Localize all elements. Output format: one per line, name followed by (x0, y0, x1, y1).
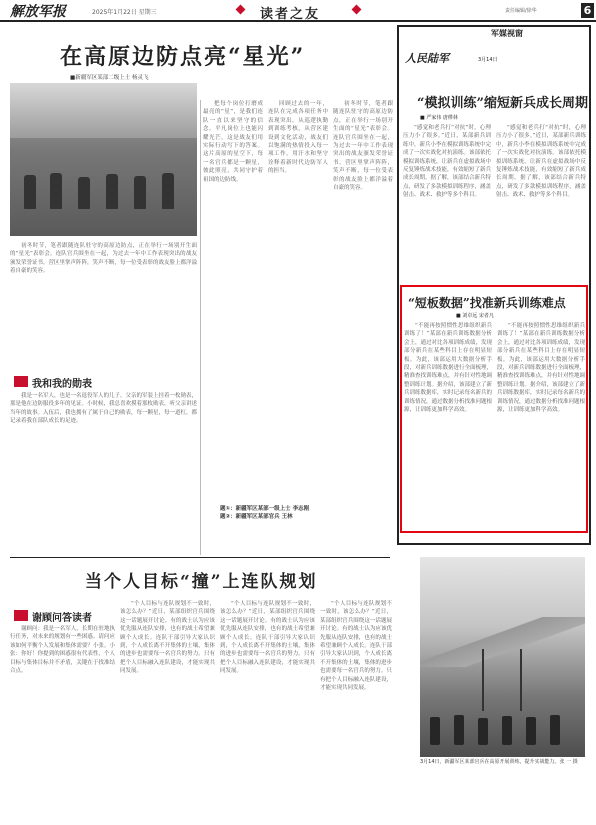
article-title: 当个人目标“撞”上连队规划 (85, 572, 318, 592)
article-column: 初冬时节，笔者跟随连队驻守的高原边防点，正在举行一场别开生面的“星光”表彰会。连队官兵围坐在一起，为过去一年中工作表现突出的战友颁发荣誉证书。营区里掌声阵阵，笑声不断，每一位受表彰的战友脸上都洋溢着自豪的笑容。 (333, 101, 393, 192)
soldier-figure (134, 176, 146, 209)
sidebar-column: “感觉和老兵打“对抗”时，心理压力小了很多。”近日，某部新兵训练中，新兵小李在模拟训练系统中完成了一次实战化对抗演练。该部依托模拟训练系统，让新兵在虚拟战场中反复锤炼战术技能，有效缩短了新兵成长周期。据了解，该部结合新兵特点，研发了多款模拟训练程序，涵盖射击、战术、救护等多个科目。 (403, 125, 491, 199)
soldier-figure (550, 715, 560, 745)
article-column: “个人目标与连队规划不一致时，该怎么办？”近日，某部组织官兵围绕这一话题展开讨论。有的战士认为应该优先服从连队安排，也有的战士希望兼顾个人成长。连队干部引导大家认识到，个人成长离不开集体的土壤，集体的进步也需要每一名官兵的努力。只有把个人目标融入连队建设，才能实现共同发展。 (120, 601, 215, 675)
article-title: 我和我的勋表 (32, 379, 92, 390)
sidebar-column: “感觉和老兵打“对抗”时，心理压力小了很多。”近日，某部新兵训练中，新兵小李在模拟训练系统中完成了一次实战化对抗演练。该部依托模拟训练系统，让新兵在虚拟战场中反复锤炼战术技能，有效缩短了新兵成长周期。据了解，该部结合新兵特点，研发了多款模拟训练程序，涵盖射击、战术、救护等多个科目。 (496, 125, 586, 199)
sidebar-article-title: “模拟训练”缩短新兵成长周期 (417, 96, 588, 111)
section-marker-icon (14, 610, 28, 621)
section-marker-icon (14, 376, 28, 387)
masthead: 解放军报 (10, 4, 66, 20)
editor-credit: 责任编辑/徐华 (505, 8, 537, 14)
section-title: 读者之友 (260, 7, 321, 22)
sky-area (10, 83, 197, 138)
soldier-figure (50, 173, 62, 209)
article-column: 把每个岗位打磨成最亮的“星”，是我们连队一直以来坚守的信念。平凡岗位上也能闪耀光芒，这是战友们用实际行动写下的答案。这片高原的星空下，每一名官兵都是一颗星，彼此照亮，共同守护着祖国的边防线。 (203, 101, 263, 183)
soldier-figure (454, 715, 464, 745)
article-column: “个人目标与连队规划不一致时，该怎么办？”近日，某部组织官兵围绕这一话题展开讨论。有的战士认为应该优先服从连队安排，也有的战士希望兼顾个人成长。连队干部引导大家认识到，个人成长离不开集体的土壤，集体的进步也需要每一名官兵的努力。只有把个人目标融入连队建设，才能实现共同发展。 (220, 601, 315, 675)
soldier-figure (430, 717, 440, 745)
soldier-figure (106, 174, 118, 209)
highlight-column: “不能再按照惯性思维组织新兵训练了！”某部在新兵训练数据分析会上，通过对比各项训练成绩，发现部分新兵在某些科目上存在明显短板。为此，该部运用大数据分析手段，对新兵训练数据进行全面梳理，精准查找训练难点，并有针对性地调整训练计划。据介绍，该部建立了新兵训练数据库，实时记录每名新兵的训练情况，通过数据分析找准问题根源，让训练更加科学高效。 (404, 323, 492, 414)
soldier-figure (162, 173, 174, 209)
sidebar-logo: 人民陆军 (405, 52, 449, 65)
article-title: 在高原边防点亮“星光” (60, 44, 306, 70)
sidebar-heading: 军媒视窗 (491, 29, 523, 38)
sidebar-date: 3月14日 (478, 57, 498, 63)
divider (10, 557, 390, 558)
soldier-figure (502, 716, 512, 745)
soldier-figure (78, 177, 90, 209)
highlight-column: “不能再按照惯性思维组织新兵训练了！”某部在新兵训练数据分析会上，通过对比各项训练成绩，发现部分新兵在某些科目上存在明显短板。为此，该部运用大数据分析手段，对新兵训练数据进行全面梳理，精准查找训练难点，并有针对性地调整训练计划。据介绍，该部建立了新兵训练数据库，实时记录每名新兵的训练情况，通过数据分析找准问题根源，让训练更加科学高效。 (497, 323, 585, 414)
diamond-icon (352, 5, 362, 15)
tree-shape (482, 649, 522, 711)
divider (200, 100, 201, 555)
article-column: 谢顾问：我是一名军人，长期在驻地执行任务，对未来的规划有一些困惑。请问应该如何平衡个人发展和集体需要？小张。小张：你好！你提到的困惑很有代表性，个人目标与集体目标并不矛盾，关键在于找准结合点。 (10, 626, 115, 675)
sidebar-photo (420, 557, 585, 757)
sidebar-byline: ■ 严家伟 唐桦林 (420, 115, 458, 121)
photo-captions: 题①：新疆军区某部一级上士 李志刚 题②：新疆军区某部官兵 王林 (220, 506, 310, 521)
highlight-title: “短板数据”找准新兵训练难点 (408, 296, 566, 310)
diamond-icon (236, 5, 246, 15)
page-header (0, 0, 596, 22)
soldier-figure (526, 717, 536, 745)
photo-caption: 3月14日，新疆军区某部官兵在高原开展训练，提升实战能力。张 一 摄 (420, 759, 578, 765)
article-byline: ■新疆军区某部二级上士 杨灵飞 (70, 75, 149, 81)
soldier-figure (24, 175, 36, 209)
highlight-byline: ■ 刘卓远 宋者凡 (456, 313, 494, 319)
article-title: 谢顾问答读者 (32, 613, 92, 624)
article-column: “个人目标与连队规划不一致时，该怎么办？”近日，某部组织官兵围绕这一话题展开讨论。有的战士认为应该优先服从连队安排，也有的战士希望兼顾个人成长。连队干部引导大家认识到，个人成长离不开集体的土壤，集体的进步也需要每一名官兵的努力。只有把个人目标融入连队建设，才能实现共同发展。 (320, 601, 392, 692)
issue-date: 2025年1月22日 星期三 (92, 9, 157, 16)
article-column: 回顾过去的一年，连队在完成各项任务中表现突出。从巡逻执勤到训练考核，从营区建设到文化活动，战友们以饱满的热情投入每一项工作，用汗水和坚守诠释着新时代边防军人的担当。 (268, 101, 328, 175)
soldier-figure (478, 718, 488, 745)
article-column: 初冬时节，笔者跟随连队驻守的高原边防点，正在举行一场别开生面的“星光”表彰会。连队官兵围坐在一起，为过去一年中工作表现突出的战友颁发荣誉证书。营区里掌声阵阵，笑声不断，每一位受表彰的战友脸上都洋溢着自豪的笑容。 (10, 243, 197, 275)
page-number: 6 (581, 3, 594, 18)
article-photo (10, 83, 197, 236)
article-column: 我是一名军人，也是一名退役军人的儿子。父亲的军装上挂着一枚勋表，那是他在边防服役多年的见证。小时候，我总喜欢摸着那枚勋表，听父亲讲述当年的故事。入伍后，我也拥有了属于自己的勋表，每一颗星，每一道杠，都记录着我在部队成长的足迹。 (10, 393, 197, 425)
